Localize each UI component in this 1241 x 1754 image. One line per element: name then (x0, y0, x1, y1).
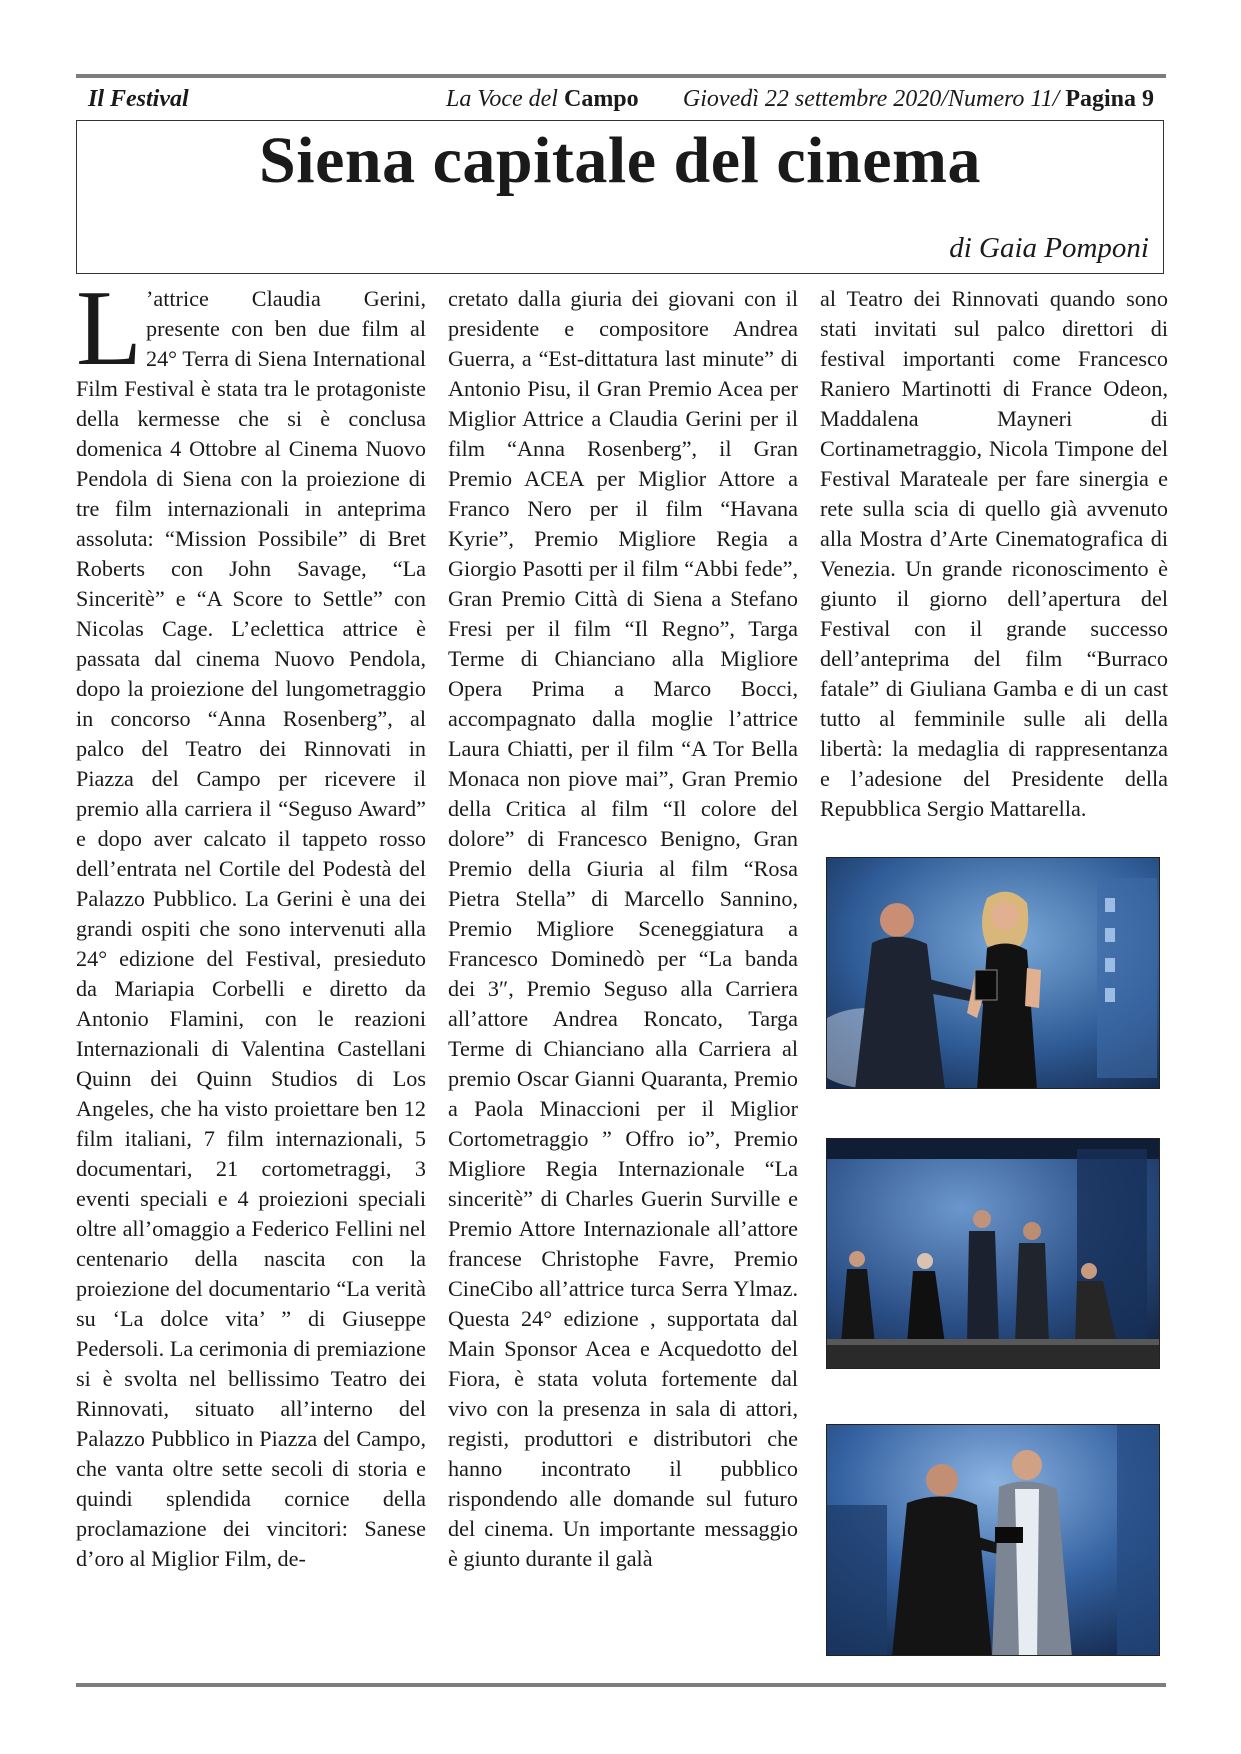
issue-date-number: Giovedì 22 settembre 2020/Numero 11/ (682, 86, 1066, 112)
paper-name-bold: Campo (563, 86, 639, 112)
bottom-rule (76, 1683, 1166, 1687)
issue-info (683, 86, 1154, 113)
column-3-text: al Teatro dei Rinnovati quando sono stati invitati sul palco direttori di festival importanti come Francesco Raniero Martinotti di France Odeon, Maddalena Mayneri di Cortinametraggio, Nicola Timpone del Festival Marateale per fare sinergia e rete sulla scia di quello già avvenuto alla Mostra d’Arte Cinematografica di Venezia. Un grande riconoscimento è giunto il giorno dell’apertura del Festival con il grande successo dell’anteprima del film “Burraco fatale” di Giuliana Gamba e di un cast tutto al femminile sulle ali della libertà: la medaglia di rappresentanza e l’adesione del Presidente della Repubblica Sergio Mattarella. (820, 286, 1168, 821)
article-column-1 (76, 269, 426, 1574)
paper-name (446, 86, 639, 113)
section-name: Il Festival (88, 86, 189, 112)
article-title: Siena capitale del cinema (259, 124, 981, 197)
photo-award-claudia-gerini (826, 857, 1160, 1089)
photo-stage-group (826, 1138, 1160, 1369)
photo-award-two-men (826, 1424, 1160, 1656)
page-number: Pagina 9 (1065, 86, 1154, 112)
masthead (76, 86, 1166, 120)
top-rule (76, 74, 1166, 78)
headline-box (76, 120, 1164, 274)
column-2-text: cretato dalla giuria dei giovani con il presidente e compositore Andrea Guerra, a “Est-dittatura last minute” di Antonio Pisu, il Gran Premio Acea per Miglior Attrice a Claudia Gerini per il film “Anna Rosenberg”, il Gran Premio ACEA per Miglior Attore a Franco Nero per il film “Havana Kyrie”, Premio Migliore Regia a Giorgio Pasotti per il film “Abbi fede”, Gran Premio Città di Siena a Stefano Fresi per il film “Il Regno”, Targa Terme di Chianciano alla Migliore Opera Prima a Marco Bocci, accompagnato dalla moglie l’attrice Laura Chiatti, per il film “A Tor Bella Monaca non piove mai”, Gran Premio della Critica al film “Il colore del dolore” di Francesco Benigno, Gran Premio della Giuria al film “Rosa Pietra Stella” di Marcello Sannino, Premio Migliore Sceneggiatura a Francesco Dominedò per “La banda dei 3″, Premio Seguso alla Carriera all’attore Andrea Roncato, Targa Terme di Chianciano alla Carriera al premio Oscar Gianni Quaranta, Premio a Paola Minaccioni per il Miglior Cortometraggio ” Offro io”, Premio Migliore Regia Internazionale “La sinceritè” di Charles Guerin Surville e Premio Attore Internazionale all’attore francese Christophe Favre, Premio CineCibo all’attrice turca Serra Ylmaz. Questa 24° edizione , supportata dal Main Sponsor Acea e Acquedotto del Fiora, è stata voluta fortemente dal vivo con la presenza in sala di attori, registi, produttori e distributori che hanno incontrato il pubblico rispondendo alle domande sul futuro del cinema. Un importante messaggio è giunto durante il galà (448, 286, 798, 1571)
byline: di Gaia Pomponi (949, 232, 1149, 264)
drop-cap: L (76, 269, 142, 388)
paper-name-italic: La Voce del (446, 86, 564, 112)
article-column-3 (820, 284, 1168, 824)
article-column-2 (448, 284, 798, 1669)
column-1-text: ’attrice Claudia Gerini, presente con ben due film al 24° Terra di Siena International Film Festival è stata tra le protagoniste della kermesse che si è conclusa domenica 4 Ottobre al Cinema Nuovo Pendola di Siena con la proiezione di tre film internazionali in anteprima assoluta: “Mission Possibile” di Bret Roberts con John Savage, “La Sinceritè” e “A Score to Settle” con Nicolas Cage. L’eclettica attrice è passata dal cinema Nuovo Pendola, dopo la proiezione del lungometraggio in concorso “Anna Rosenberg”, al palco del Teatro dei Rinnovati in Piazza del Campo per ricevere il premio alla carriera il “Seguso Award” e dopo aver calcato il tappeto rosso dell’entrata nel Cortile del Podestà del Palazzo Pubblico. La Gerini è una dei grandi ospiti che sono intervenuti alla 24° edizione del Festival, presieduto da Mariapia Corbelli e diretto da Antonio Flamini, con le reazioni Internazionali di Valentina Castellani Quinn dei Quinn Studios di Los Angeles, che ha visto proiettare ben 12 film italiani, 7 film internazionali, 5 documentari, 21 cortometraggi, 3 eventi speciali e 4 proiezioni speciali oltre all’omaggio a Federico Fellini nel centenario della nascita con la proiezione del documentario “La verità su ‘La dolce vita’ ” di Giuseppe Pedersoli. La cerimonia di premiazione si è svolta nel bellissimo Teatro dei Rinnovati, situato all’interno del Palazzo Pubblico in Piazza del Campo, che vanta oltre sette secoli di storia e quindi splendida cornice della proclamazione dei vincitori: Sanese d’oro al Miglior Film, de- (76, 286, 426, 1571)
